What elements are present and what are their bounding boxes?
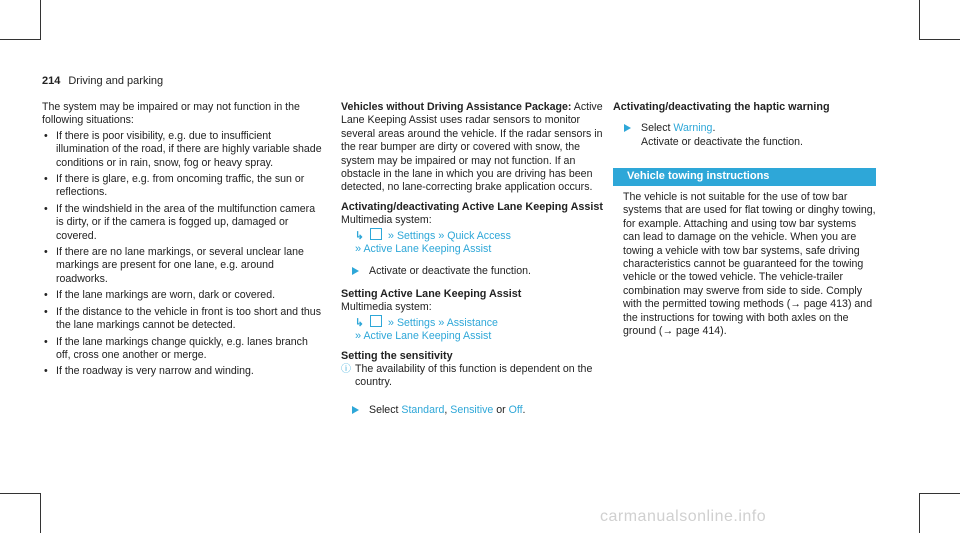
triangle-step-icon: [624, 124, 631, 132]
option-off[interactable]: Off: [508, 403, 523, 416]
option-sensitive[interactable]: Sensitive: [450, 403, 494, 416]
section-title-bar: [613, 168, 876, 186]
column-2: [341, 101, 603, 417]
crop-mark: [40, 0, 41, 40]
menu-link-settings[interactable]: Settings: [396, 316, 436, 329]
crop-mark: [0, 39, 40, 40]
step-text: Select: [641, 122, 674, 135]
column-3: [613, 101, 877, 149]
list-item: • If there is glare, e.g. from oncoming traffic, the sun or reflections.: [42, 173, 324, 200]
arrow-icon: ↳: [355, 229, 364, 242]
paragraph-text: Active Lane Keeping Assist uses radar sensors to monitor several areas around the vehicle. If the radar sensors in the rear bumper are dirty or covered with snow, the system may be impaired or may not function. If an obstacle in the lane in which you are driving has been detected, no lane-correcting brake application occurs.: [341, 101, 603, 194]
home-icon[interactable]: [370, 228, 382, 240]
section-title: Driving and parking: [68, 75, 164, 87]
crop-mark: [920, 493, 960, 494]
chevron-icon: »: [355, 243, 362, 256]
menu-link-active-lane[interactable]: Active Lane Keeping Assist: [363, 243, 492, 256]
multimedia-label: Multimedia system:: [341, 214, 432, 227]
menu-path: [341, 228, 603, 257]
chevron-icon: »: [438, 316, 445, 329]
separator: ,: [444, 403, 451, 416]
list-item: • If the windshield in the area of the multifunction camera is dirty, or if the camera is fogged up, damaged or covered.: [42, 203, 324, 243]
info-icon: ⓘ: [341, 363, 351, 375]
intro-text: The system may be impaired or may not function in the following situations:: [42, 101, 300, 127]
menu-path: [341, 315, 603, 344]
list-item: • If the lane markings are worn, dark or covered.: [42, 289, 324, 302]
menu-link-assistance[interactable]: Assistance: [446, 316, 498, 329]
towing-paragraph: The vehicle is not suitable for the use of tow bar systems that are used for flat towing or dinghy towing, for example. Attaching and using tow bar systems can lead to damage on the vehicle. When you are towing a vehicle with tow bar systems, safe driving characteristics cannot be guaranteed for the towing vehicle or the towed vehicle. The vehicle-trailer combination may swerve from side to side. Comply with the permitted towing methods (→ page 413) and the instructions for towing with both axles on the ground (→ page 414).: [623, 191, 876, 338]
crop-mark: [0, 493, 40, 494]
step-text: Activate or deactivate the function.: [641, 135, 803, 148]
section-heading: Activating/deactivating the haptic warning: [613, 101, 830, 113]
option-standard[interactable]: Standard: [401, 403, 445, 416]
menu-link-settings[interactable]: Settings: [396, 229, 436, 242]
instruction-step: [613, 122, 877, 149]
menu-link-active-lane[interactable]: Active Lane Keeping Assist: [363, 330, 492, 343]
list-item: • If the lane markings change quickly, e.g. lanes branch off, cross one another or merge.: [42, 336, 324, 363]
arrow-icon: ↳: [355, 316, 364, 329]
instruction-step: [341, 404, 603, 417]
chevron-icon: »: [387, 229, 395, 242]
triangle-step-icon: [352, 267, 359, 275]
list-item: • If there are no lane markings, or several unclear lane markings are present for one lane, e.g. around roadworks.: [42, 246, 324, 286]
home-icon[interactable]: [370, 315, 382, 327]
info-note: [341, 363, 603, 390]
option-warning[interactable]: Warning: [673, 122, 713, 135]
chevron-icon: »: [438, 229, 445, 242]
triangle-step-icon: [352, 406, 359, 414]
multimedia-label: Multimedia system:: [341, 301, 432, 314]
crop-mark: [920, 39, 960, 40]
chevron-icon: »: [387, 316, 395, 329]
separator: or: [493, 403, 509, 416]
separator: .: [522, 403, 526, 416]
separator: .: [712, 122, 716, 135]
step-text: Activate or deactivate the function.: [369, 265, 531, 278]
column-1: [42, 101, 324, 382]
crop-mark: [919, 493, 920, 533]
radar-paragraph: [341, 101, 603, 195]
list-item: • If the distance to the vehicle in front is too short and thus the lane markings cannot be detected.: [42, 306, 324, 333]
chevron-icon: »: [355, 330, 362, 343]
section-heading: Setting Active Lane Keeping Assist: [341, 287, 522, 300]
section-heading: Activating/deactivating Active Lane Keeping Assist: [341, 200, 603, 213]
page-header: [42, 75, 163, 87]
section-heading: Setting the sensitivity: [341, 349, 453, 362]
page-number: 214: [42, 75, 61, 87]
note-text: The availability of this function is dependent on the country.: [355, 362, 593, 389]
crop-mark: [40, 493, 41, 533]
section-title: Vehicle towing instructions: [627, 170, 770, 182]
menu-link-quick-access[interactable]: Quick Access: [447, 229, 511, 242]
watermark: carmanualsonline.info: [600, 508, 767, 525]
list-item: • If the roadway is very narrow and winding.: [42, 365, 324, 378]
subheading: Vehicles without Driving Assistance Package:: [341, 101, 572, 113]
list-item: • If there is poor visibility, e.g. due to insufficient illumination of the road, if there are highly variable shade conditions or in rain, snow, fog or heavy spray.: [42, 130, 324, 170]
instruction-step: [341, 265, 603, 278]
step-text: Select: [369, 403, 402, 416]
crop-mark: [919, 0, 920, 40]
